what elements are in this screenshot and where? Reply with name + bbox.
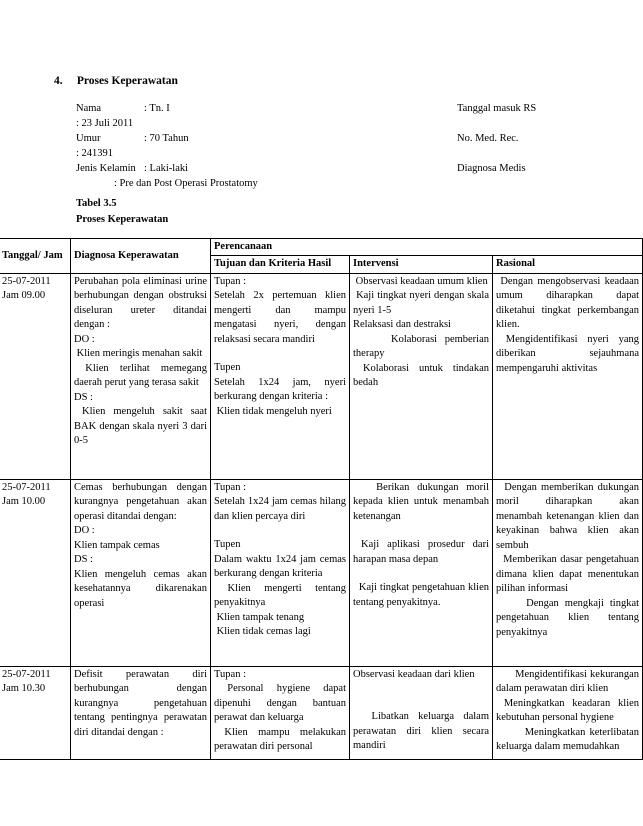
cell-tanggal	[0, 666, 71, 759]
intervensi-text: Libatkan keluarga dalam perawatan diri klien secara mandiri	[353, 711, 492, 752]
diagnosa-text: Perubahan pola eliminasi urine berhubungan dengan obstruksi diseluran ureter ditandai dengan :	[74, 275, 210, 331]
intervensi-text: Kaji tingkat nyeri dengan skala nyeri 1-5	[353, 290, 492, 316]
rasional-text: Dengan memberikan dukungan moril diharapkan akan menambah ketenangan klien dan keyakinan bahwa klien akan sembuh	[496, 481, 642, 551]
intervensi-text	[353, 524, 489, 538]
rasional-text: Mengidentifikasi nyeri yang diberikan sejauhmana mempengaruhi aktivitas	[496, 333, 642, 374]
diagnosa-text: DO :	[74, 525, 95, 537]
rasional-text: Memberikan dasar pengetahuan dimana klien dapat menentukan pilihan informasi	[496, 554, 642, 595]
header-intervensi: Intervensi	[350, 256, 493, 273]
umur-value: : 70 Tahun	[144, 133, 189, 144]
cell-rasional	[493, 479, 643, 666]
table-title: Proses Keperawatan	[76, 214, 169, 226]
cell-diagnosa	[71, 479, 211, 666]
tujuan-text: Tupan :	[214, 275, 246, 287]
cell-tujuan	[211, 666, 350, 759]
tujuan-text: Tupan :	[214, 481, 246, 493]
intervensi-text: Observasi keadaan dari klien	[353, 668, 475, 680]
tujuan-text: Klien mampu melakukan perawatan diri personal	[214, 726, 349, 753]
tujuan-text	[214, 524, 346, 538]
jenis-kelamin-value: : Laki-laki	[144, 163, 189, 174]
row-time: Jam 09.00	[2, 290, 46, 302]
jenis-kelamin-label: Jenis Kelamin	[76, 163, 136, 174]
diagnosa-text: DS :	[74, 391, 93, 403]
row-time: Jam 10.00	[2, 496, 46, 508]
tujuan-text: Klien tampak tenang	[214, 611, 305, 623]
rasional-text: Meningkatkan keadaran klien kebutuhan personal hygiene	[496, 697, 642, 724]
intervensi-text	[353, 682, 489, 696]
row-date: 25-07-2011	[2, 481, 51, 493]
header-tujuan: Tujuan dan Kriteria Hasil	[211, 256, 350, 273]
intervensi-text	[353, 696, 489, 710]
tujuan-text: Klien tidak mengeluh nyeri	[214, 405, 332, 417]
diagnosa-text: Klien meringis menahan sakit	[74, 348, 203, 360]
intervensi-text: Kolaborasi pemberian therapy	[353, 333, 492, 360]
cell-intervensi	[350, 273, 493, 479]
tujuan-text: Tupen	[214, 539, 241, 551]
cell-rasional	[493, 666, 643, 759]
diagnosa-text: DS :	[74, 554, 93, 566]
umur-label: Umur	[76, 133, 101, 144]
intervensi-text: Kaji tingkat pengetahuan klien tentang penyakitnya.	[353, 582, 492, 608]
medrec-label: No. Med. Rec.	[457, 133, 519, 144]
row-time: Jam 10.30	[2, 683, 46, 695]
cell-rasional	[493, 273, 643, 479]
cell-intervensi	[350, 479, 493, 666]
tujuan-text: Personal hygiene dapat dipenuhi dengan bantuan perawat dan keluarga	[214, 683, 349, 724]
section-number: 4.	[54, 75, 63, 87]
tujuan-text: Setelah 2x pertemuan klien mengerti dan mampu mengatasi nyeri, dengan relaksasi secara mandiri	[214, 290, 349, 345]
cell-diagnosa	[71, 666, 211, 759]
tujuan-text	[214, 347, 346, 361]
intervensi-text	[353, 567, 489, 581]
rasional-text: Dengan mengkaji tingkat pengetahuan klien tentang penyakitnya	[496, 597, 642, 638]
header-perencanaan: Perencanaan	[211, 239, 643, 256]
tujuan-text: Tupan :	[214, 668, 246, 680]
diagnosa-text: Defisit perawatan diri berhubungan dengan kurangnya pengetahuan tentang pentingnya perawatan diri ditandai dengan :	[74, 668, 210, 738]
patient-info	[76, 101, 636, 191]
cell-tanggal	[0, 479, 71, 666]
diagnosa-text: DO :	[74, 333, 95, 345]
cell-diagnosa	[71, 273, 211, 479]
diagnosa-text: Klien tampak cemas	[74, 539, 160, 551]
rasional-text: Mengidentifikasi kekurangan dalam perawatan diri klien	[496, 668, 642, 695]
tujuan-text: Setelah 1x24 jam cemas hilang dan klien percaya diri	[214, 496, 349, 522]
intervensi-text: Observasi keadaan umum klien	[353, 275, 488, 287]
tanggal-masuk-label: Tanggal masuk RS	[457, 103, 537, 114]
medrec-value: : 241391	[76, 148, 114, 159]
intervensi-text: Kolaborasi untuk tindakan bedah	[353, 362, 492, 389]
diagnosa-text: Cemas berhubungan dengan kurangnya pengetahuan akan operasi ditandai dengan:	[74, 481, 210, 522]
intervensi-text: Relaksasi dan destraksi	[353, 319, 451, 331]
diagnosa-text: Klien terlihat memegang daerah perut yang terasa sakit	[74, 362, 210, 389]
tujuan-text: Klien tidak cemas lagi	[214, 626, 311, 638]
cell-tujuan	[211, 273, 350, 479]
section-heading	[54, 74, 178, 90]
tujuan-text: Setelah 1x24 jam, nyeri berkurang dengan kriteria :	[214, 376, 349, 403]
diagnosa-text: Klien mengeluh cemas akan kesehatannya dikarenakan operasi	[74, 568, 210, 609]
nama-value: : Tn. I	[144, 103, 170, 114]
intervensi-text: Kaji aplikasi prosedur dari harapan masa depan	[353, 539, 492, 565]
header-diagnosa: Diagnosa Keperawatan	[71, 239, 211, 274]
tujuan-text: Tupen	[214, 362, 241, 374]
table-row	[0, 666, 643, 759]
cell-intervensi	[350, 666, 493, 759]
tujuan-text: Klien mengerti tentang penyakitnya	[214, 582, 349, 609]
table-row	[0, 273, 643, 479]
diagnosa-medis-label: Diagnosa Medis	[457, 163, 526, 174]
table-row	[0, 479, 643, 666]
care-process-table	[0, 238, 643, 760]
table-caption	[76, 196, 168, 229]
tujuan-text: Dalam waktu 1x24 jam cemas berkurang dengan kriteria	[214, 553, 349, 580]
section-title: Proses Keperawatan	[76, 75, 178, 87]
header-rasional: Rasional	[493, 256, 643, 273]
cell-tujuan	[211, 479, 350, 666]
intervensi-text: Berikan dukungan moril kepada klien untuk menambah ketenangan	[353, 481, 492, 522]
cell-tanggal	[0, 273, 71, 479]
row-date: 25-07-2011	[2, 275, 51, 287]
rasional-text: Dengan mengobservasi keadaan umum diharapkan dapat diketahui tingkat perkembangan klien.	[496, 275, 642, 331]
tanggal-masuk-value: : 23 Juli 2011	[76, 118, 134, 129]
row-date: 25-07-2011	[2, 668, 51, 680]
diagnosa-medis-value: : Pre dan Post Operasi Prostatomy	[114, 178, 258, 189]
table-number: Tabel 3.5	[76, 198, 117, 209]
nama-label: Nama	[76, 103, 102, 114]
header-tanggal: Tanggal/ Jam	[0, 239, 71, 274]
diagnosa-text: Klien mengeluh sakit saat BAK dengan skala nyeri 3 dari 0-5	[74, 406, 210, 447]
rasional-text: Meningkatkan keterlibatan keluarga dalam memudahkan	[496, 726, 642, 753]
